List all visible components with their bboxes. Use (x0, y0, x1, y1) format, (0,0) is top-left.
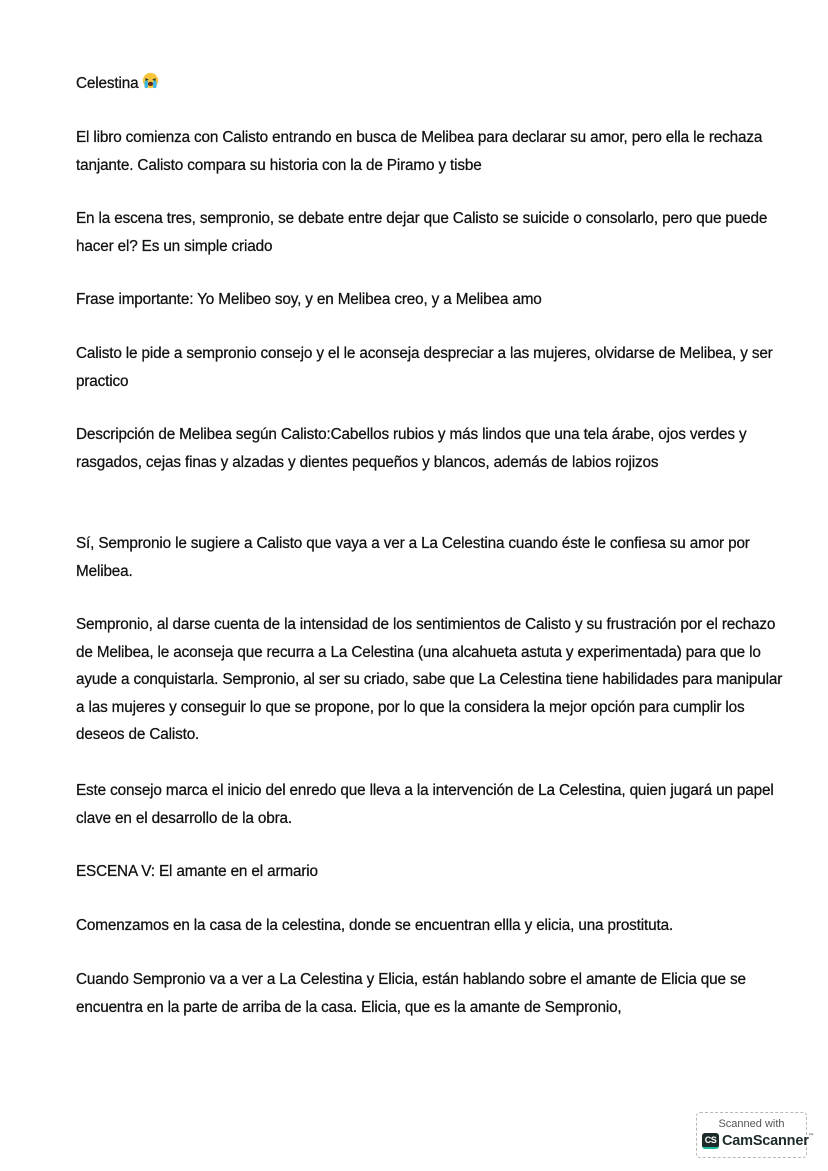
paragraph-10: Cuando Sempronio va a ver a La Celestina y Elicia, están hablando sobre el amante de Elicia que se encuentra en la parte de arriba de la casa. Elicia, que es la amante de Sempronio, (76, 971, 746, 1016)
scanned-with-label: Scanned with (718, 1118, 785, 1130)
camscanner-brand (702, 1133, 813, 1149)
trademark-symbol: ™ (808, 1133, 814, 1139)
camscanner-logo-icon: CS (702, 1133, 719, 1149)
document-title (76, 70, 788, 98)
camscanner-brand-name (722, 1133, 813, 1149)
crying-face-icon (142, 72, 159, 89)
title-text: Celestina (76, 75, 139, 92)
paragraph-6: Sí, Sempronio le sugiere a Calisto que vaya a ver a La Celestina cuando éste le confiesa su amor por Melibea. (76, 535, 750, 580)
paragraph-3: Frase importante: Yo Melibeo soy, y en Melibea creo, y a Melibea amo (76, 291, 542, 308)
paragraph-9: Comenzamos en la casa de la celestina, donde se encuentran ellla y elicia, una prostituta. (76, 917, 674, 934)
paragraph-5: Descripción de Melibea según Calisto:Cabellos rubios y más lindos que una tela árabe, ojos verdes y rasgados, cejas finas y alzadas y dientes pequeños y blancos, además de labios rojizos (76, 426, 747, 471)
brand-text: CamScanner (722, 1133, 809, 1149)
paragraph-7: Sempronio, al darse cuenta de la intensidad de los sentimientos de Calisto y su frustración por el rechazo de Melibea, le aconseja que recurra a La Celestina (una alcahueta astuta y experimentada) para que lo ayude a conquistarla. Sempronio, al ser su criado, sabe que La Celestina tiene habilidades para manipular a las mujeres y conseguir lo que se propone, por lo que la considera la mejor opción para cumplir los deseos de Calisto. (76, 616, 783, 743)
paragraph-2: En la escena tres, sempronio, se debate entre dejar que Calisto se suicide o consolarlo, pero que puede hacer el? Es un simple criado (76, 210, 768, 255)
section-heading: ESCENA V: El amante en el armario (76, 863, 318, 880)
paragraph-8: Este consejo marca el inicio del enredo que lleva a la intervención de La Celestina, quien jugará un papel clave en el desarrollo de la obra. (76, 782, 774, 827)
paragraph-4: Calisto le pide a sempronio consejo y el le aconseja despreciar a las mujeres, olvidarse de Melibea, y ser practico (76, 345, 773, 390)
paragraph-1: El libro comienza con Calisto entrando en busca de Melibea para declarar su amor, pero ella le rechaza tanjante. Calisto compara su historia con la de Piramo y tisbe (76, 129, 763, 174)
camscanner-watermark (696, 1112, 814, 1158)
